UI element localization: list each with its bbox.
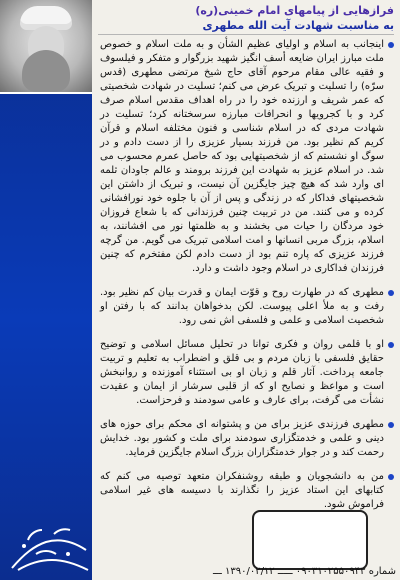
main-text: [100, 38, 394, 512]
paragraph-2-text: مطهری که در طهارت روح و قوّت ایمان و قدرت بیان کم نظیر بود. رفت و به ملأ اعلی پیوست. لکن بدخواهان بدانند که با رفتن او شخصیت اسلامی و علمی و فلسفی اش نمی رود.: [100, 287, 384, 326]
footer-text: شماره ۰۹۰۳۱۰۲۵۵۰۹۴۳ ـــــ ۱۳۹۰/۰۲/۱۲ ـــ: [213, 566, 396, 577]
bullet-icon: [388, 342, 394, 348]
paragraph-2: [100, 286, 394, 328]
header-divider: [98, 34, 394, 35]
paragraph-3: [100, 338, 394, 408]
portrait-beard: [22, 50, 70, 92]
paragraph-5-text: من به دانشجویان و طبقه روشنفکران متعهد توصیه می کنم که کتابهای این استاد عزیز را نگذارند با دسیسه های غیر اسلامی فراموش شود.: [100, 471, 384, 510]
header-title: [98, 4, 394, 33]
header-line-2: به مناسبت شهادت آیت الله مطهری: [202, 19, 394, 32]
header-line-1: فرازهایی از پیامهای امام خمینی(ره): [195, 4, 394, 17]
paragraph-1: [100, 38, 394, 276]
paragraph-5: [100, 470, 394, 512]
paragraph-4-text: مطهری فرزندی عزیز برای من و پشتوانه ای محکم برای حوزه های دینی و علمی و خدمتگزاری سودمند برای ملت و کشور بود. خدایش رحمت کند و در جوار خدمتگزاران بزرگ اسلام جایگزین فرماید.: [100, 419, 384, 458]
paragraph-1-text: اینجانب به اسلام و اولیای عظیم الشأن و به ملت اسلام و خصوص ملت مبارز ایران ضایعه أسف انگیز شهید بزرگوار و متفکر و فیلسوف و فقیه عالی مقام مرحوم آقای حاج شیخ مرتضی مطهری (قدس سرّه) را تسلیت و تبریک عرض می کنم؛ تسلیت در شهادت شخصیتی که عمر شریف و ارزنده خود را در راه اهداف مقدس اسلام صرف کرد و با کجرویها و انحرافات مبارزه سرسختانه کرد؛ تسلیت در شهادت مردی که در اسلام شناسی و فنون مختلفه اسلام و قرآن کریم کم نظیر بود. من فرزند بسیار عزیزی را از دست دادم و در سوگ او نشستم که از شخصیتهایی بود که حاصل عمرم محسوب می شد. در اسلام عزیز به شهادت این فرزند برومند و عالم جاودان ثلمه ای وارد شد که هیچ چیز جایگزین آن نیست، و تبریک از داشتن این شخصیتهای فداکار که در زندگی و پس از آن با جلوه خود نورافشانی کرده و می کنند. من در تربیت چنین فرزندانی که با شعاع فروزان خود مردگان را حیات می بخشند و به ظلمتها نور می افشانند، به اسلام، بزرگ مربی انسانها و امت اسلامی تبریک می گویم. من گرچه فرزند عزیزی که پاره تنم بود از دست دادم لکن مفتخرم که چنین فرزندان فداکاری در اسلام وجود داشت و دارد.: [100, 39, 384, 274]
bullet-icon: [388, 290, 394, 296]
bullet-icon: [388, 42, 394, 48]
paragraph-4: [100, 418, 394, 460]
bullet-icon: [388, 474, 394, 480]
bullet-icon: [388, 422, 394, 428]
calligraphy-mark-icon: [6, 524, 92, 576]
paragraph-3-text: او با قلمی روان و فکری توانا در تحلیل مسائل اسلامی و توضیح حقایق فلسفی با زبان مردم و بی قلق و اضطراب به تعلیم و تربیت جامعه پرداخت. آثار قلم و زبان او بی استثناء آموزنده و روانبخش است و مواعظ و نصایح او که از قلبی سرشار از ایمان و عقیدت نشأت می گرفت، برای عارف و عامی سودمند و فرحزاست.: [100, 339, 384, 406]
portrait-image: [0, 0, 92, 94]
empty-frame: [252, 510, 368, 570]
